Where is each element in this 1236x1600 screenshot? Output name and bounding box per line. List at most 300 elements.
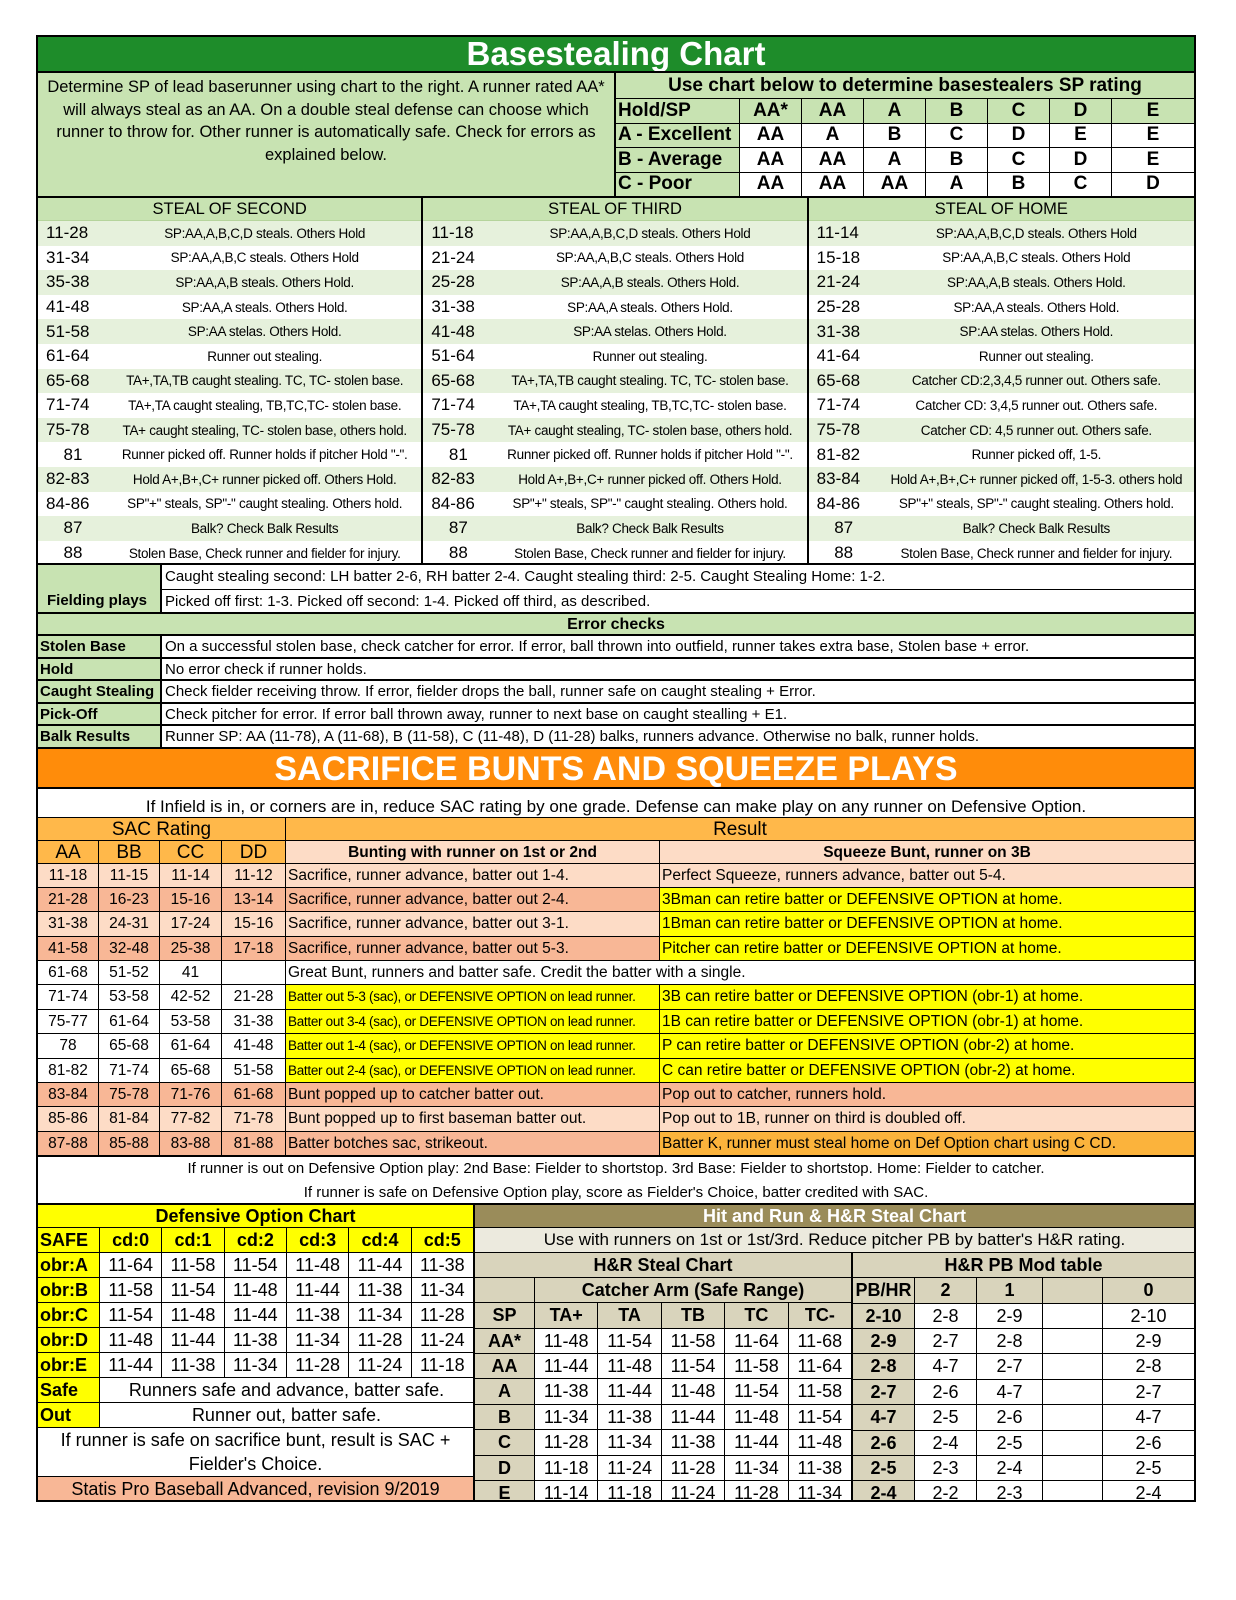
pb-mod: 2-7 xyxy=(1135,1381,1162,1402)
steal-row xyxy=(38,541,421,563)
sac-range: 65-68 xyxy=(99,1034,160,1057)
sac-range: 71-76 xyxy=(160,1083,222,1106)
steal-row xyxy=(38,344,421,369)
hr-steal-row xyxy=(475,1379,851,1404)
sac-squeeze-result: Perfect Squeeze, runners advance, batter out 5-4. xyxy=(660,864,1194,887)
steal-result: SP:AA stelas. Others Hold. xyxy=(959,324,1114,340)
sp-table-title: Use chart below to determine basestealers SP rating xyxy=(616,73,1194,99)
pb-mod: 2-5 xyxy=(977,1431,1043,1455)
steal-row xyxy=(38,246,421,271)
pb-value: 2-8 xyxy=(853,1354,915,1378)
sac-squeeze-result: C can retire batter or DEFENSIVE OPTION (obr-2) at home. xyxy=(660,1059,1194,1082)
roll-range: 82-83 xyxy=(46,469,90,489)
sac-range: 11-12 xyxy=(222,864,286,887)
error-check-text: Check pitcher for error. If error ball thrown away, runner to next base on caught stealling + E1. xyxy=(165,705,788,723)
safe-range: 11-14 xyxy=(535,1481,598,1500)
obr-label: SAFE xyxy=(38,1228,100,1252)
sac-range: 25-38 xyxy=(160,937,222,960)
pb-mod: 2-9 xyxy=(977,1304,1043,1328)
roll-range: 65-68 xyxy=(46,370,90,390)
cd-range: cd:4 xyxy=(349,1228,411,1252)
safe-range: 11-58 xyxy=(662,1329,725,1353)
sp-grade: C xyxy=(475,1430,535,1454)
steal-row xyxy=(809,393,1194,418)
safe-range: TC xyxy=(725,1303,788,1327)
sac-col-header: BB xyxy=(99,841,160,863)
cd-range: 11-34 xyxy=(287,1328,349,1352)
safe-label: Safe xyxy=(38,1378,100,1402)
cd-range: 11-28 xyxy=(419,1305,465,1326)
sp-grade: AA* xyxy=(475,1329,535,1353)
roll-range: 82-83 xyxy=(431,469,475,489)
safe-range: 11-28 xyxy=(662,1456,725,1480)
pb-mod: 2-4 xyxy=(915,1431,977,1455)
sac-range: 41 xyxy=(160,961,222,984)
fielding-plays-label: Fielding plays xyxy=(38,565,162,612)
pb-mod xyxy=(1043,1481,1103,1500)
cd-range: 11-48 xyxy=(225,1278,287,1302)
steal-row xyxy=(38,442,421,467)
error-check-label: Caught Stealing xyxy=(38,681,162,702)
steal-rows xyxy=(423,221,806,563)
steal-row xyxy=(423,295,806,320)
sac-range: 17-18 xyxy=(222,937,286,960)
safe-range: 11-18 xyxy=(535,1456,598,1480)
cd-range: 11-58 xyxy=(162,1253,224,1277)
steal-result: Runner picked off. Runner holds if pitcher Hold "-". xyxy=(507,447,793,463)
steal-row xyxy=(809,295,1194,320)
roll-range: 65-68 xyxy=(816,370,861,390)
sac-range: 11-15 xyxy=(99,864,160,887)
sac-bunt-result: Sacrifice, runner advance, batter out 1-4. xyxy=(286,864,660,887)
roll-range: 83-84 xyxy=(816,469,861,489)
pb-mod: 2-6 xyxy=(977,1405,1043,1429)
steal-result: SP:AA,A,B,C steals. Others Hold xyxy=(555,250,744,266)
steal-row xyxy=(423,516,806,541)
roll-range: 25-28 xyxy=(816,297,861,317)
sp-cell: A xyxy=(926,173,988,197)
sac-range: 13-14 xyxy=(222,888,286,911)
sac-title: SACRIFICE BUNTS AND SQUEEZE PLAYS xyxy=(38,747,1194,787)
pb-mod xyxy=(1043,1278,1103,1302)
sac-row xyxy=(38,960,1194,984)
steal-of-third-table xyxy=(423,198,808,563)
steal-row xyxy=(423,369,806,394)
sp-cell: D xyxy=(1050,148,1112,172)
roll-range: 11-18 xyxy=(431,223,474,243)
roll-range: 61-64 xyxy=(46,346,90,366)
sac-bunt-result: Batter out 5-3 (sac), or DEFENSIVE OPTION on lead runner. xyxy=(286,985,660,1008)
sp-row xyxy=(616,148,1194,173)
roll-range: 71-74 xyxy=(816,395,861,415)
safe-range: 11-44 xyxy=(725,1430,788,1454)
pb-mod: 4-7 xyxy=(1135,1407,1162,1428)
def-option-row xyxy=(38,1303,473,1328)
def-option-header xyxy=(38,1228,473,1253)
sac-squeeze-result: 1B can retire batter or DEFENSIVE OPTION (obr-1) at home. xyxy=(660,1010,1194,1033)
safe-range: 11-48 xyxy=(797,1432,843,1453)
pb-mod: 4-7 xyxy=(977,1380,1043,1404)
sac-range: 61-68 xyxy=(222,1083,286,1106)
sac-range: 53-58 xyxy=(99,985,160,1008)
steal-row xyxy=(38,393,421,418)
cd-range: cd:5 xyxy=(412,1228,473,1252)
steal-result: Stolen Base, Check runner and fielder for injury. xyxy=(514,545,786,561)
sac-range: 71-78 xyxy=(222,1107,286,1130)
steal-result: Hold A+,B+,C+ runner picked off. Others Hold. xyxy=(518,471,782,487)
roll-range: 51-64 xyxy=(431,346,475,366)
steal-result: Runner picked off, 1-5. xyxy=(971,447,1102,463)
cd-range: 11-44 xyxy=(100,1353,162,1377)
sac-range xyxy=(222,961,286,984)
sac-range: 61-64 xyxy=(99,1010,160,1033)
steal-result: SP:AA,A steals. Others Hold. xyxy=(567,299,733,315)
sac-range: 24-31 xyxy=(99,912,160,935)
sac-row xyxy=(38,984,1194,1008)
sac-range: 11-18 xyxy=(38,864,99,887)
sac-range: 85-86 xyxy=(38,1107,99,1130)
sac-row xyxy=(38,1131,1194,1155)
sac-squeeze-result: Pop out to 1B, runner on third is doubled off. xyxy=(660,1107,1194,1130)
safe-range: TB xyxy=(662,1303,725,1327)
sac-bunt-result: Bunt popped up to catcher batter out. xyxy=(286,1083,660,1106)
sac-col-header: Squeeze Bunt, runner on 3B xyxy=(660,841,1194,863)
steal-row xyxy=(809,246,1194,271)
sac-range: 85-88 xyxy=(99,1132,160,1155)
steal-result: TA+ caught stealing, TC- stolen base, others hold. xyxy=(507,422,793,438)
steal-row xyxy=(809,344,1194,369)
sac-row xyxy=(38,863,1194,887)
sac-range: 65-68 xyxy=(160,1059,222,1082)
sac-row xyxy=(38,1106,1194,1130)
cd-range: 11-48 xyxy=(162,1303,224,1327)
roll-range: 41-48 xyxy=(46,297,90,317)
def-option-row xyxy=(38,1353,473,1378)
steal-row xyxy=(38,418,421,443)
steal-row xyxy=(423,270,806,295)
error-check-row xyxy=(38,657,1194,680)
sac-table xyxy=(38,840,1194,1156)
steal-result: SP:AA,A steals. Others Hold. xyxy=(953,299,1120,315)
steal-row xyxy=(423,344,806,369)
safe-range: 11-48 xyxy=(662,1379,725,1403)
roll-range: 31-38 xyxy=(431,297,475,317)
steal-row xyxy=(423,319,806,344)
steal-row xyxy=(423,442,806,467)
sac-bunt-result: Bunt popped up to first baseman batter out. xyxy=(286,1107,660,1130)
error-check-row xyxy=(38,634,1194,657)
sac-row xyxy=(38,936,1194,960)
safe-range: 11-24 xyxy=(662,1481,725,1500)
pb-mod xyxy=(1043,1456,1103,1480)
sac-range: 53-58 xyxy=(160,1010,222,1033)
hit-and-run-chart xyxy=(475,1205,1194,1500)
steal-result: SP:AA stelas. Others Hold. xyxy=(573,324,727,340)
sp-cell: C xyxy=(988,148,1050,172)
steal-row xyxy=(423,393,806,418)
cd-range: 11-24 xyxy=(419,1330,465,1351)
sp-cell: D xyxy=(1112,173,1194,197)
roll-range: 31-34 xyxy=(46,247,90,267)
steal-row xyxy=(423,492,806,517)
def-option-title: Defensive Option Chart xyxy=(38,1205,473,1228)
steal-result: SP:AA,A,B steals. Others Hold. xyxy=(947,274,1126,290)
safe-range: TA xyxy=(598,1303,661,1327)
steal-row xyxy=(38,369,421,394)
error-check-label: Stolen Base xyxy=(38,636,162,657)
def-option-row xyxy=(38,1278,473,1303)
out-label: Out xyxy=(38,1403,100,1427)
sp-cell: A xyxy=(864,148,926,172)
hr-steal-row xyxy=(475,1329,851,1354)
steal-row xyxy=(38,319,421,344)
sac-foot-1: If runner is out on Defensive Option play: 2nd Base: Fielder to shortstop. 3rd Base: Fielder to shortstop. Home: Fielder to catcher. xyxy=(187,1160,1045,1178)
sac-column-header xyxy=(38,840,1194,863)
error-check-label: Pick-Off xyxy=(38,704,162,725)
steal-result: SP:AA,A,B,C steals. Others Hold xyxy=(170,250,359,266)
roll-range: 81-82 xyxy=(816,444,861,464)
steal-row xyxy=(38,467,421,492)
sac-bunt-result: Batter out 1-4 (sac), or DEFENSIVE OPTION on lead runner. xyxy=(286,1034,660,1057)
sac-range: 81-84 xyxy=(99,1107,160,1130)
roll-range: 87 xyxy=(834,518,854,538)
sp-cell: A xyxy=(864,99,926,123)
sac-col-header: CC xyxy=(160,841,222,863)
error-check-label: Balk Results xyxy=(38,726,162,747)
def-out-row xyxy=(38,1403,473,1428)
error-check-label: Hold xyxy=(38,659,162,680)
error-checks-title: Error checks xyxy=(38,612,1194,634)
steal-tables xyxy=(38,196,1194,563)
sac-squeeze-result: 3B can retire batter or DEFENSIVE OPTION (obr-1) at home. xyxy=(660,985,1194,1008)
steal-result: Runner out stealing. xyxy=(207,348,323,364)
roll-range: 51-58 xyxy=(46,321,90,341)
safe-range: 11-28 xyxy=(535,1430,598,1454)
pb-mod xyxy=(1043,1405,1103,1429)
safe-range: 11-34 xyxy=(535,1405,598,1429)
steal-result: TA+,TA caught stealing, TB,TC,TC- stolen base. xyxy=(128,397,402,413)
sac-squeeze-result: Batter K, runner must steal home on Def Option chart using C CD. xyxy=(660,1132,1194,1155)
hr-steal-row xyxy=(475,1405,851,1430)
steal-table-title: STEAL OF HOME xyxy=(809,198,1194,221)
sac-row xyxy=(38,1058,1194,1082)
roll-range: 87 xyxy=(63,518,83,538)
sac-range: 32-48 xyxy=(99,937,160,960)
sp-cell: AA xyxy=(740,173,802,197)
safe-range: 11-34 xyxy=(598,1430,661,1454)
safe-range: 11-34 xyxy=(725,1456,788,1480)
roll-range: 87 xyxy=(448,518,468,538)
safe-range: 11-34 xyxy=(797,1482,843,1501)
steal-row xyxy=(809,319,1194,344)
pb-mod: 2-10 xyxy=(1130,1305,1167,1326)
error-check-row xyxy=(38,702,1194,725)
safe-range: 11-64 xyxy=(725,1329,788,1353)
pb-mod: 1 xyxy=(977,1278,1043,1302)
safe-range: 11-54 xyxy=(598,1329,661,1353)
safe-range: TA+ xyxy=(535,1303,598,1327)
sp-cell: E xyxy=(1112,99,1194,123)
steal-result: SP:AA,A steals. Others Hold. xyxy=(181,299,348,315)
steal-row xyxy=(809,467,1194,492)
sp-header-row xyxy=(616,99,1194,124)
pb-row xyxy=(853,1481,1194,1500)
pb-value: 4-7 xyxy=(853,1405,915,1429)
bottom-tables xyxy=(38,1203,1194,1500)
hr-steal-header xyxy=(475,1303,851,1328)
sac-range: 21-28 xyxy=(38,888,99,911)
steal-row xyxy=(38,270,421,295)
safe-range: 11-54 xyxy=(797,1406,843,1427)
cd-range: 11-44 xyxy=(225,1303,287,1327)
hr-steal-title: H&R Steal Chart xyxy=(475,1253,851,1278)
safe-range: 11-24 xyxy=(598,1456,661,1480)
roll-range: 75-78 xyxy=(431,420,475,440)
pb-value: PB/HR xyxy=(853,1278,915,1302)
sac-range: 16-23 xyxy=(99,888,160,911)
sac-range: 17-24 xyxy=(160,912,222,935)
steal-table-title: STEAL OF SECOND xyxy=(38,198,421,221)
fielding-line-2: Picked off first: 1-3. Picked off second: 1-4. Picked off third, as described. xyxy=(165,593,651,610)
sac-footnotes xyxy=(38,1155,1194,1203)
sp-cell: B xyxy=(988,173,1050,197)
steal-row xyxy=(423,221,806,246)
roll-range: 88 xyxy=(834,543,854,563)
pb-value: 2-6 xyxy=(853,1431,915,1455)
cd-range: 11-58 xyxy=(100,1278,162,1302)
sp-row xyxy=(616,173,1194,197)
cd-range: 11-34 xyxy=(419,1280,465,1301)
pb-mod: 2-5 xyxy=(915,1405,977,1429)
steal-result: Balk? Check Balk Results xyxy=(576,520,724,536)
defensive-option-chart xyxy=(38,1205,475,1500)
roll-range: 21-24 xyxy=(816,272,861,292)
steal-result: SP"+" steals, SP"-" caught stealing. Others hold. xyxy=(127,496,403,512)
roll-range: 81 xyxy=(63,444,83,464)
sac-rating-label: SAC Rating xyxy=(38,818,286,840)
steal-result: TA+,TA,TB caught stealing. TC, TC- stolen base. xyxy=(511,373,789,389)
safe-range: 11-54 xyxy=(662,1354,725,1378)
page-title: Basestealing Chart xyxy=(38,37,1194,71)
intro-text: Determine SP of lead baserunner using chart to the right. A runner rated AA* will always steal as an AA. On a double steal defense can choose which runner to throw for. Other runner is automatically safe. Check for errors as explained below. xyxy=(38,73,616,196)
steal-row xyxy=(423,467,806,492)
pb-mod: 2-8 xyxy=(1135,1356,1162,1377)
def-option-note: If runner is safe on sacrifice bunt, result is SAC + Fielder's Choice. xyxy=(38,1428,473,1477)
cd-range: 11-18 xyxy=(419,1355,465,1376)
cd-range: 11-44 xyxy=(349,1253,411,1277)
safe-range: 11-54 xyxy=(725,1379,788,1403)
sp-cell: AA xyxy=(802,173,864,197)
pb-header xyxy=(853,1278,1194,1303)
cd-range: 11-54 xyxy=(100,1303,162,1327)
safe-range: 11-64 xyxy=(797,1355,843,1376)
sac-range: 15-16 xyxy=(222,912,286,935)
pb-mod xyxy=(1043,1380,1103,1404)
sac-col-header: Bunting with runner on 1st or 2nd xyxy=(286,841,660,863)
footer-revision: Statis Pro Baseball Advanced, revision 9/2019 xyxy=(38,1477,473,1500)
sac-foot-2: If runner is safe on Defensive Option play, score as Fielder's Choice, batter credited with SAC. xyxy=(303,1184,929,1202)
steal-row xyxy=(809,270,1194,295)
roll-range: 11-28 xyxy=(46,223,89,243)
pb-row xyxy=(853,1304,1194,1329)
pb-mod: 2-2 xyxy=(915,1481,977,1500)
roll-range: 75-78 xyxy=(46,420,90,440)
roll-range: 21-24 xyxy=(431,247,475,267)
steal-row xyxy=(809,418,1194,443)
steal-row xyxy=(809,492,1194,517)
sp-cell: AA xyxy=(802,148,864,172)
steal-row xyxy=(809,221,1194,246)
sac-col-header: AA xyxy=(38,841,99,863)
sac-range: 83-88 xyxy=(160,1132,222,1155)
sac-range: 71-74 xyxy=(99,1059,160,1082)
sp-grade: AA xyxy=(475,1354,535,1378)
obr-label: obr:E xyxy=(38,1353,100,1377)
sac-range: 31-38 xyxy=(222,1010,286,1033)
sac-range: 42-52 xyxy=(160,985,222,1008)
safe-range: 11-44 xyxy=(662,1405,725,1429)
hr-title: Hit and Run & H&R Steal Chart xyxy=(475,1205,1194,1228)
roll-range: 81 xyxy=(448,444,468,464)
pb-mod: 2-7 xyxy=(915,1329,977,1353)
roll-range: 25-28 xyxy=(431,272,475,292)
sp-cell: E xyxy=(1050,124,1112,148)
catcher-arm-label: Catcher Arm (Safe Range) xyxy=(535,1278,851,1302)
hr-steal-row xyxy=(475,1354,851,1379)
sac-row xyxy=(38,1033,1194,1057)
hr-note: Use with runners on 1st or 1st/3rd. Reduce pitcher PB by batter's H&R rating. xyxy=(475,1228,1194,1253)
pb-mod: 2-9 xyxy=(1135,1330,1162,1351)
def-safe-row xyxy=(38,1378,473,1403)
steal-result: SP:AA,A,B,C,D steals. Others Hold xyxy=(549,225,751,241)
steal-rows xyxy=(38,221,421,563)
roll-range: 75-78 xyxy=(816,420,861,440)
sp-cell: B xyxy=(926,148,988,172)
sp-cell: E xyxy=(1112,148,1194,172)
error-check-text: Runner SP: AA (11-78), A (11-68), B (11-58), C (11-48), D (11-28) balks, runners advance. Otherwise no balk, runner holds. xyxy=(165,728,980,745)
cd-range: 11-38 xyxy=(225,1328,287,1352)
safe-range: 11-58 xyxy=(725,1354,788,1378)
sp-grade: E xyxy=(475,1481,535,1500)
sac-range: 83-84 xyxy=(38,1083,99,1106)
cd-range: 11-28 xyxy=(349,1328,411,1352)
roll-range: 84-86 xyxy=(431,493,475,513)
pb-row xyxy=(853,1380,1194,1405)
obr-label: obr:A xyxy=(38,1253,100,1277)
steal-row xyxy=(38,492,421,517)
steal-row xyxy=(809,442,1194,467)
steal-row xyxy=(423,541,806,563)
steal-row xyxy=(38,295,421,320)
steal-result: Catcher CD: 3,4,5 runner out. Others safe. xyxy=(915,397,1158,413)
sac-squeeze-result: 3Bman can retire batter or DEFENSIVE OPTION at home. xyxy=(660,888,1194,911)
steal-table-title: STEAL OF THIRD xyxy=(423,198,806,221)
def-option-row xyxy=(38,1328,473,1353)
sac-range: 71-74 xyxy=(38,985,99,1008)
sp-cell: C xyxy=(1050,173,1112,197)
error-check-row xyxy=(38,724,1194,747)
cd-range: cd:3 xyxy=(287,1228,349,1252)
sp-row-label: C - Poor xyxy=(616,173,740,197)
steal-of-second-table xyxy=(38,198,423,563)
hr-steal-row xyxy=(475,1481,851,1500)
sac-row xyxy=(38,1082,1194,1106)
sac-squeeze-result: Pitcher can retire batter or DEFENSIVE OPTION at home. xyxy=(660,937,1194,960)
steal-rows xyxy=(809,221,1194,563)
safe-range: 11-38 xyxy=(535,1379,598,1403)
cd-range: 11-44 xyxy=(287,1278,349,1302)
sac-range: 61-68 xyxy=(38,961,99,984)
